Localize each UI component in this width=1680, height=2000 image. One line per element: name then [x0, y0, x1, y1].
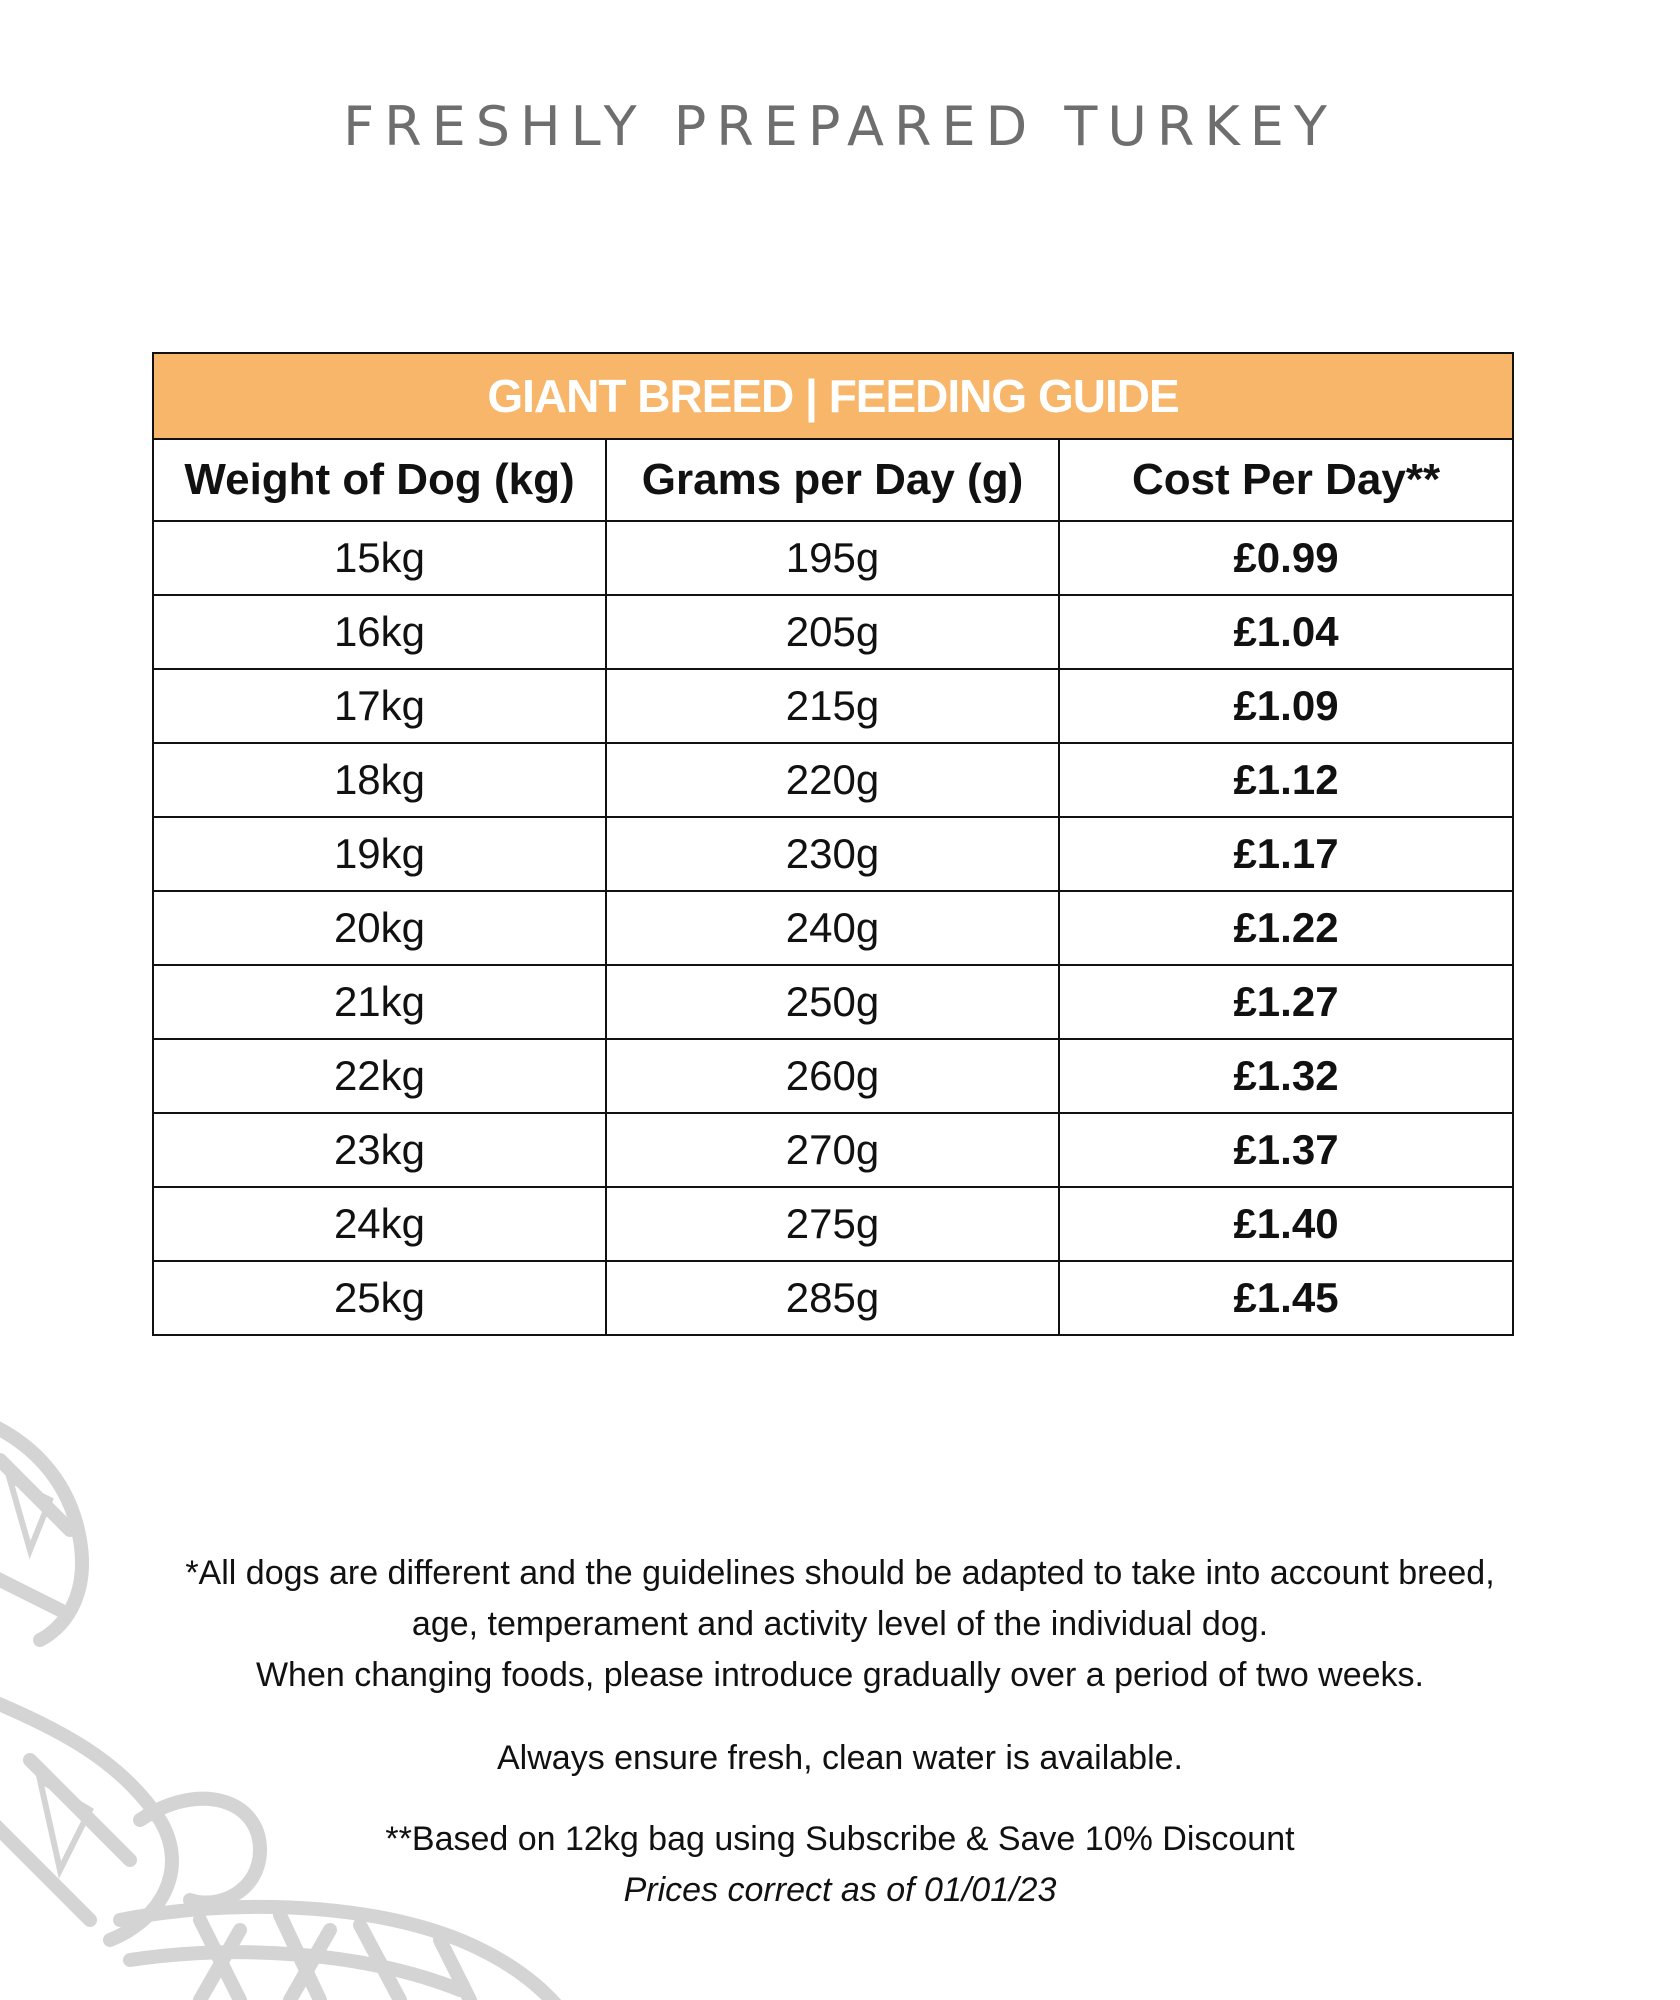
grams-cell: 285g [606, 1261, 1059, 1335]
column-header-cost: Cost Per Day** [1059, 439, 1513, 521]
table-row [153, 1187, 1513, 1261]
note-water: Always ensure fresh, clean water is available. [497, 1739, 1183, 1777]
table-row [153, 817, 1513, 891]
grams-cell: 205g [606, 595, 1059, 669]
table-row [153, 965, 1513, 1039]
table-row [153, 1261, 1513, 1335]
cost-cell: £1.27 [1059, 965, 1513, 1039]
grams-cell: 195g [606, 521, 1059, 595]
grams-cell: 250g [606, 965, 1059, 1039]
footnotes [0, 1548, 1680, 1916]
grams-cell: 215g [606, 669, 1059, 743]
table-row [153, 669, 1513, 743]
weight-cell: 22kg [153, 1039, 606, 1113]
feeding-guide-table [152, 352, 1514, 1336]
note-guidelines-line2: age, temperament and activity level of the individual dog. [411, 1605, 1269, 1643]
grams-cell: 240g [606, 891, 1059, 965]
grams-cell: 270g [606, 1113, 1059, 1187]
note-pricing-basis: **Based on 12kg bag using Subscribe & Save 10% Discount [385, 1820, 1295, 1858]
cost-cell: £1.04 [1059, 595, 1513, 669]
weight-cell: 23kg [153, 1113, 606, 1187]
weight-cell: 19kg [153, 817, 606, 891]
table-row [153, 521, 1513, 595]
weight-cell: 21kg [153, 965, 606, 1039]
table-caption: GIANT BREED | FEEDING GUIDE [153, 353, 1513, 439]
note-price-date: Prices correct as of 01/01/23 [623, 1871, 1057, 1909]
cost-cell: £1.40 [1059, 1187, 1513, 1261]
cost-cell: £1.09 [1059, 669, 1513, 743]
weight-cell: 24kg [153, 1187, 606, 1261]
column-header-weight: Weight of Dog (kg) [153, 439, 606, 521]
grams-cell: 260g [606, 1039, 1059, 1113]
cost-cell: £1.17 [1059, 817, 1513, 891]
cost-cell: £1.37 [1059, 1113, 1513, 1187]
weight-cell: 15kg [153, 521, 606, 595]
cost-cell: £1.32 [1059, 1039, 1513, 1113]
grams-cell: 230g [606, 817, 1059, 891]
column-header-grams: Grams per Day (g) [606, 439, 1059, 521]
note-transition: When changing foods, please introduce gradually over a period of two weeks. [255, 1656, 1425, 1694]
table-row [153, 595, 1513, 669]
table-row [153, 1113, 1513, 1187]
weight-cell: 18kg [153, 743, 606, 817]
table-row [153, 1039, 1513, 1113]
page-title: FRESHLY PREPARED TURKEY [343, 95, 1337, 158]
cost-cell: £0.99 [1059, 521, 1513, 595]
weight-cell: 20kg [153, 891, 606, 965]
weight-cell: 16kg [153, 595, 606, 669]
table-row [153, 743, 1513, 817]
table-row [153, 891, 1513, 965]
grams-cell: 220g [606, 743, 1059, 817]
note-guidelines-line1: *All dogs are different and the guidelines should be adapted to take into account breed, [185, 1554, 1495, 1592]
grams-cell: 275g [606, 1187, 1059, 1261]
cost-cell: £1.22 [1059, 891, 1513, 965]
weight-cell: 25kg [153, 1261, 606, 1335]
cost-cell: £1.45 [1059, 1261, 1513, 1335]
weight-cell: 17kg [153, 669, 606, 743]
cost-cell: £1.12 [1059, 743, 1513, 817]
